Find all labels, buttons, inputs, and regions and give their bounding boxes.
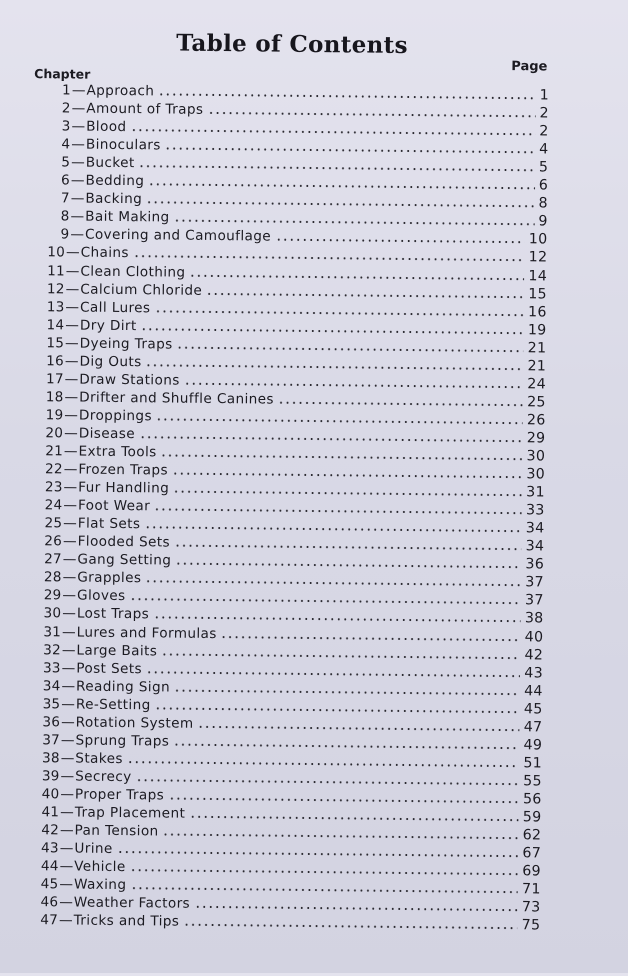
chapter-number: 16 [46, 352, 64, 370]
chapter-number: 34 [42, 677, 61, 695]
page-number: 62 [522, 827, 542, 844]
chapter-title: Urine [74, 840, 113, 858]
dot-leader [165, 147, 535, 155]
chapter-number: 28 [43, 569, 62, 586]
dot-leader [139, 435, 523, 443]
dot-leader [184, 381, 524, 389]
dot-leader [161, 652, 520, 660]
dot-leader [154, 507, 522, 515]
chapter-title: Dyeing Traps [79, 335, 173, 353]
page-number: 6 [538, 177, 549, 194]
page-number: 47 [523, 718, 543, 736]
chapter-number: 37 [42, 731, 61, 749]
dash-separator: — [61, 623, 76, 641]
chapter-number: 5 [61, 154, 71, 171]
dash-separator: — [61, 641, 76, 659]
page-number: 25 [527, 394, 546, 411]
chapter-title: Dry Dirt [79, 317, 137, 334]
dash-separator: — [70, 190, 85, 207]
chapter-number: 2 [61, 100, 71, 117]
chapter-title: Flooded Sets [77, 533, 171, 551]
chapter-number: 27 [44, 551, 62, 568]
page-number: 55 [523, 773, 542, 790]
page-number: 26 [526, 412, 546, 429]
dot-leader [275, 238, 525, 245]
chapter-number: 3 [61, 118, 71, 135]
chapter-number: 20 [45, 425, 64, 442]
dot-leader [130, 886, 518, 894]
chapter-title: Grapples [77, 569, 142, 587]
dash-separator: — [58, 912, 73, 929]
chapter-number: 13 [46, 298, 65, 315]
chapter-number: 31 [43, 623, 62, 640]
dot-leader [127, 760, 520, 768]
dash-separator: — [63, 443, 78, 460]
dash-separator: — [62, 533, 77, 550]
dash-separator: — [64, 407, 79, 424]
dash-separator: — [59, 876, 74, 893]
page-number: 16 [528, 303, 547, 321]
chapter-number: 6 [61, 172, 71, 189]
dot-leader [139, 164, 535, 172]
dot-leader [136, 778, 520, 786]
dot-leader [189, 273, 524, 281]
dot-leader [144, 525, 521, 533]
dot-leader [153, 616, 521, 624]
page-number: 34 [525, 538, 545, 555]
dash-separator: — [59, 858, 74, 875]
dot-leader [174, 219, 535, 227]
dash-separator: — [61, 714, 75, 731]
page-number: 37 [525, 574, 544, 591]
chapter-title: Blood [86, 118, 127, 136]
page-number: 71 [521, 881, 541, 898]
chapter-title: Re-Setting [75, 696, 151, 714]
chapter-title: Vehicle [74, 858, 126, 876]
dash-separator: — [60, 786, 75, 803]
chapter-title: Large Baits [76, 642, 158, 659]
chapter-title: Fur Handling [78, 479, 170, 497]
page-number: 10 [528, 231, 548, 248]
page-number: 45 [523, 700, 543, 718]
dot-leader [141, 327, 524, 335]
chapter-title: Tricks and Tips [73, 912, 180, 930]
chapter-number: 8 [60, 208, 70, 225]
chapter-number: 12 [46, 280, 65, 297]
dash-separator: — [59, 840, 74, 857]
dash-separator: — [71, 136, 86, 153]
dot-leader [173, 490, 522, 498]
chapter-title: Amount of Traps [86, 100, 204, 118]
page-number: 30 [526, 448, 546, 465]
dash-separator: — [71, 154, 85, 171]
chapter-number: 45 [40, 876, 59, 893]
chapter-title: Frozen Traps [78, 461, 169, 479]
chapter-number: 26 [44, 533, 63, 550]
chapter-number: 44 [40, 858, 59, 875]
chapter-title: Bedding [85, 172, 145, 190]
dash-separator: — [71, 82, 86, 99]
chapter-title: Backing [85, 190, 143, 208]
chapter-number: 40 [41, 786, 60, 803]
dot-leader [189, 815, 519, 822]
chapter-title: Rotation System [75, 714, 194, 732]
dash-separator: — [63, 461, 78, 478]
page-number: 73 [521, 899, 541, 916]
dash-separator: — [60, 750, 75, 767]
page-number: 33 [525, 502, 545, 519]
page-number: 38 [524, 610, 544, 627]
dash-separator: — [65, 299, 80, 316]
page-number: 1 [539, 87, 550, 104]
dash-separator: — [61, 678, 76, 695]
dot-leader [278, 400, 523, 407]
chapter-number: 25 [44, 515, 63, 532]
dot-leader [163, 833, 519, 841]
dot-leader [174, 688, 520, 696]
chapter-number: 42 [41, 822, 60, 839]
chapter-number: 10 [47, 244, 66, 261]
dash-separator: — [60, 732, 75, 749]
chapter-title: Post Sets [76, 660, 143, 677]
page-number: 2 [539, 105, 549, 122]
chapter-title: Covering and Camouflage [84, 227, 272, 245]
dot-leader [168, 796, 519, 804]
dot-leader [161, 453, 523, 461]
page-number: 31 [526, 484, 545, 501]
chapter-number: 33 [42, 659, 61, 676]
dot-leader [148, 183, 534, 191]
chapter-number: 41 [41, 804, 60, 821]
dot-leader [133, 255, 525, 263]
chapter-number: 43 [41, 840, 59, 857]
chapter-number: 19 [45, 407, 64, 424]
chapter-number: 35 [42, 695, 61, 713]
page-number: 37 [524, 592, 544, 609]
dot-leader [154, 309, 524, 317]
page-number: 43 [524, 664, 544, 682]
page-number: 49 [523, 737, 543, 754]
page-number: 5 [538, 159, 549, 176]
page-title: Table of Contents [176, 29, 408, 59]
chapter-title: Call Lures [79, 299, 151, 316]
dot-leader [156, 417, 523, 425]
page-number: 44 [524, 682, 543, 700]
chapter-title: Calcium Chloride [80, 281, 203, 299]
page-number: 9 [538, 213, 548, 230]
page-number: 8 [538, 195, 548, 212]
page-number: 51 [523, 755, 543, 772]
chapter-title: Extra Tools [78, 443, 157, 461]
chapter-title: Disease [78, 425, 136, 443]
chapter-number: 17 [45, 371, 64, 388]
dot-leader [198, 725, 520, 732]
dot-leader [130, 128, 535, 136]
toc-entry-line [40, 911, 540, 934]
chapter-title: Bucket [85, 154, 135, 172]
chapter-title: Lost Traps [76, 605, 150, 623]
dash-separator: — [63, 479, 78, 496]
chapter-title: Secrecy [75, 768, 132, 786]
chapter-title: Gang Setting [77, 551, 172, 569]
chapter-number: 23 [44, 479, 63, 496]
chapter-number: 15 [46, 334, 65, 352]
chapter-column-header: Chapter [34, 66, 91, 82]
dash-separator: — [62, 569, 77, 586]
page-number: 34 [525, 520, 545, 537]
dash-separator: — [64, 389, 79, 406]
dot-leader [194, 905, 518, 912]
dot-leader [117, 850, 519, 858]
chapter-number: 1 [61, 82, 71, 99]
page-column-header: Page [511, 59, 548, 75]
dot-leader [183, 923, 517, 931]
chapter-title: Pan Tension [74, 822, 159, 840]
chapter-title: Clean Clothing [80, 263, 186, 281]
page-number: 19 [527, 321, 547, 339]
chapter-number: 22 [44, 461, 63, 478]
page-number: 42 [524, 646, 544, 663]
page-number: 21 [527, 339, 547, 357]
dot-leader [175, 562, 521, 570]
dash-separator: — [61, 696, 75, 713]
chapter-number: 36 [42, 713, 61, 731]
dash-separator: — [64, 371, 79, 388]
page-number: 12 [528, 249, 548, 266]
page-number: 21 [527, 358, 547, 375]
dash-separator: — [70, 172, 85, 189]
dash-separator: — [71, 100, 86, 117]
page-number: 15 [528, 285, 548, 303]
chapter-number: 30 [43, 605, 62, 622]
dash-separator: — [70, 208, 85, 225]
chapter-number: 21 [45, 443, 64, 460]
dot-leader [155, 706, 520, 714]
dash-separator: — [63, 515, 77, 532]
page-number: 40 [524, 628, 544, 645]
dot-leader [207, 111, 535, 118]
chapter-number: 46 [40, 894, 59, 911]
chapter-title: Weather Factors [73, 894, 191, 913]
chapter-title: Trap Placement [74, 804, 186, 822]
dash-separator: — [60, 768, 75, 785]
dash-separator: — [65, 244, 80, 261]
page-number: 69 [522, 863, 541, 880]
page-number: 30 [526, 466, 546, 483]
chapter-title: Bait Making [85, 208, 170, 226]
chapter-title: Waxing [73, 876, 127, 894]
page-number: 29 [526, 430, 546, 447]
chapter-number: 4 [61, 136, 71, 153]
chapter-number: 11 [47, 262, 65, 279]
dash-separator: — [62, 551, 77, 568]
chapter-title: Droppings [78, 407, 153, 425]
chapter-title: Gloves [76, 587, 126, 605]
chapter-number: 39 [41, 768, 60, 785]
dash-separator: — [59, 894, 73, 911]
dash-separator: — [62, 587, 77, 604]
chapter-title: Draw Stations [79, 371, 180, 389]
page-number: 14 [528, 267, 548, 284]
page-number: 4 [539, 141, 549, 158]
chapter-title: Flat Sets [77, 515, 141, 533]
dash-separator: — [63, 497, 78, 514]
chapter-number: 38 [41, 750, 60, 767]
page-number: 36 [525, 556, 545, 573]
dash-separator: — [65, 262, 80, 280]
chapter-number: 47 [40, 912, 59, 929]
chapter-number: 18 [45, 389, 64, 406]
dot-leader [146, 201, 534, 209]
dot-leader [158, 92, 535, 100]
chapter-number: 29 [43, 587, 62, 604]
dot-leader [172, 472, 522, 480]
page-number: 56 [522, 791, 542, 808]
page-number: 2 [539, 123, 549, 140]
chapter-number: 9 [60, 226, 70, 243]
dot-leader [177, 345, 524, 353]
dot-leader [174, 544, 522, 552]
dash-separator: — [65, 335, 79, 352]
chapter-title: Lures and Formulas [76, 624, 217, 642]
chapter-title: Stakes [75, 750, 123, 767]
chapter-title: Approach [86, 82, 155, 100]
dash-separator: — [65, 280, 80, 298]
dash-separator: — [60, 804, 74, 821]
dash-separator: — [61, 659, 76, 677]
chapter-title: Binoculars [85, 136, 161, 154]
chapter-title: Chains [80, 245, 130, 262]
page-number: 67 [522, 845, 542, 862]
chapter-number: 32 [43, 641, 61, 658]
dash-separator: — [62, 605, 76, 622]
dash-separator: — [70, 226, 85, 243]
dot-leader [173, 742, 519, 750]
dash-separator: — [64, 353, 79, 370]
page-number: 24 [527, 376, 547, 393]
chapter-title: Reading Sign [76, 678, 171, 696]
dot-leader [130, 597, 522, 605]
dash-separator: — [64, 425, 78, 442]
chapter-title: Sprung Traps [75, 732, 170, 750]
chapter-title: Proper Traps [74, 786, 165, 804]
dash-separator: — [59, 822, 74, 839]
dash-separator: — [71, 118, 86, 135]
dash-separator: — [65, 317, 79, 334]
page-number: 75 [521, 917, 541, 934]
chapter-title: Drifter and Shuffle Canines [79, 389, 275, 408]
chapter-number: 14 [46, 316, 65, 334]
dot-leader [206, 291, 524, 298]
chapter-number: 7 [60, 190, 70, 207]
page-number: 59 [522, 809, 542, 826]
chapter-title: Dig Outs [79, 353, 142, 370]
dot-leader [145, 580, 521, 588]
dot-leader [221, 635, 521, 642]
dot-leader [146, 363, 524, 371]
chapter-title: Foot Wear [77, 497, 151, 515]
chapter-number: 24 [44, 497, 63, 514]
dot-leader [146, 670, 520, 678]
dot-leader [130, 868, 519, 876]
